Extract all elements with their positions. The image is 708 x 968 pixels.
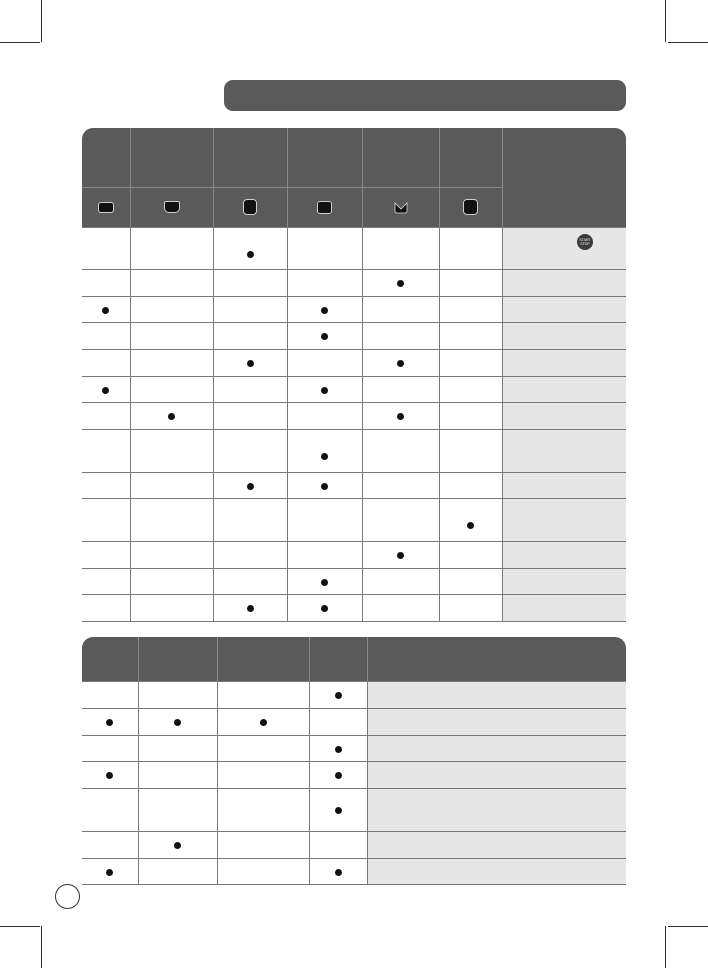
table1-cell <box>213 403 287 430</box>
table1-cell <box>439 542 502 569</box>
table1-cell <box>362 499 439 542</box>
table1-cell <box>213 569 287 595</box>
check-dot-icon <box>467 522 474 529</box>
table1-cell <box>439 473 502 499</box>
table1-cell <box>213 228 287 270</box>
table1-cell <box>130 297 213 323</box>
crop-mark-bottom-left-h <box>0 926 40 927</box>
table1-cell <box>362 403 439 430</box>
table1-cell <box>287 595 362 622</box>
check-dot-icon <box>174 719 181 726</box>
table1-note-cell <box>502 270 626 297</box>
table2-cell <box>217 709 309 736</box>
table1-cell <box>82 350 130 377</box>
table1-row <box>82 297 626 323</box>
check-dot-icon <box>397 552 404 559</box>
table2-cell <box>309 709 367 736</box>
table1-note-cell <box>502 430 626 473</box>
table1-cell <box>82 569 130 595</box>
crop-mark-top-right-h <box>668 42 708 43</box>
table1-cell <box>439 430 502 473</box>
check-dot-icon <box>102 387 109 394</box>
page-number-circle <box>55 884 80 909</box>
table1-note-cell <box>502 323 626 350</box>
table1-cell <box>130 542 213 569</box>
table1-cell <box>130 499 213 542</box>
table1-cell <box>287 297 362 323</box>
table1-cell <box>82 228 130 270</box>
table1-cell <box>130 430 213 473</box>
table1-note-cell <box>502 228 626 270</box>
table1-cell <box>213 430 287 473</box>
table2-cell <box>138 762 217 789</box>
table1-cell <box>130 473 213 499</box>
table2-cell <box>217 789 309 832</box>
table1-cell <box>439 228 502 270</box>
table2-row <box>82 789 626 832</box>
table1-header-separator <box>362 128 363 227</box>
table1-header-separator <box>439 128 440 227</box>
table2-cell <box>82 709 138 736</box>
table1-cell <box>439 403 502 430</box>
table1-cell <box>287 377 362 403</box>
table1-note-cell <box>502 297 626 323</box>
table1-note-cell <box>502 350 626 377</box>
check-dot-icon <box>247 605 254 612</box>
table1-cell <box>213 542 287 569</box>
check-dot-icon <box>106 869 113 876</box>
pan-medium-icon <box>164 201 180 213</box>
table1-cell <box>213 377 287 403</box>
table1-header <box>82 128 626 227</box>
stop-label: STOP <box>580 242 590 246</box>
check-dot-icon <box>260 719 267 726</box>
table1-cell <box>287 403 362 430</box>
table1-cell <box>213 473 287 499</box>
table2-row <box>82 762 626 789</box>
table1-row <box>82 595 626 622</box>
table1-cell <box>82 377 130 403</box>
table2-cell <box>82 832 138 859</box>
pan-small-icon <box>98 202 114 213</box>
section-title-bar <box>224 80 626 111</box>
check-dot-icon <box>106 772 113 779</box>
table2-cell <box>82 736 138 762</box>
table2-note-cell <box>367 709 626 736</box>
table2-row <box>82 682 626 709</box>
table2-cell <box>138 736 217 762</box>
table2-header-separator <box>217 637 218 681</box>
crop-mark-bottom-right-v <box>665 926 666 968</box>
table2-cell <box>309 832 367 859</box>
table1-cell <box>213 350 287 377</box>
table2-header-separator <box>138 637 139 681</box>
table1-cell <box>362 542 439 569</box>
table2-cell <box>82 789 138 832</box>
table1-cell <box>287 542 362 569</box>
table1-row <box>82 377 626 403</box>
table1-row <box>82 569 626 595</box>
table2-note-cell <box>367 736 626 762</box>
table2-row <box>82 736 626 762</box>
table1-cell <box>213 499 287 542</box>
pot-lid-icon <box>463 199 478 215</box>
table2-note-cell <box>367 832 626 859</box>
check-dot-icon <box>321 483 328 490</box>
table2-cell <box>217 762 309 789</box>
check-dot-icon <box>106 719 113 726</box>
table1-cell <box>287 350 362 377</box>
table1-cell <box>82 473 130 499</box>
table1-cell <box>82 595 130 622</box>
table2-row <box>82 709 626 736</box>
table2-cell <box>138 859 217 885</box>
check-dot-icon <box>247 360 254 367</box>
table2 <box>82 681 626 885</box>
table1-cell <box>82 323 130 350</box>
pot-small-icon <box>317 201 332 214</box>
table2-cell <box>309 789 367 832</box>
table1-cell <box>439 595 502 622</box>
table2-cell <box>82 682 138 709</box>
table1-note-cell <box>502 569 626 595</box>
table2-cell <box>217 832 309 859</box>
table1-cell <box>362 430 439 473</box>
table2-header-separator <box>309 637 310 681</box>
table1-cell <box>130 323 213 350</box>
table2-cell <box>217 682 309 709</box>
table2-cell <box>309 762 367 789</box>
table1-cell <box>287 569 362 595</box>
table1-header-separator <box>130 128 131 227</box>
table1-row <box>82 270 626 297</box>
table2-cell <box>217 736 309 762</box>
table1-cell <box>130 350 213 377</box>
check-dot-icon <box>321 579 328 586</box>
check-dot-icon <box>321 605 328 612</box>
table1-cell <box>130 569 213 595</box>
table1-cell <box>130 270 213 297</box>
table1-cell <box>362 270 439 297</box>
table1-cell <box>362 323 439 350</box>
table1-note-cell <box>502 473 626 499</box>
table2-note-cell <box>367 859 626 885</box>
table1-cell <box>130 403 213 430</box>
table1-cell <box>130 595 213 622</box>
check-dot-icon <box>321 307 328 314</box>
table1-cell <box>82 542 130 569</box>
table1-cell <box>213 323 287 350</box>
bowl-v-icon <box>394 201 408 213</box>
table1-header-separator <box>213 128 214 227</box>
table1-cell <box>82 430 130 473</box>
table1-cell <box>82 499 130 542</box>
table1-cell <box>130 377 213 403</box>
table2-row <box>82 832 626 859</box>
table1-cell <box>362 569 439 595</box>
table2-note-cell <box>367 789 626 832</box>
table1-cell <box>439 569 502 595</box>
table2-cell <box>309 736 367 762</box>
table1-cell <box>439 323 502 350</box>
table2-cell <box>138 682 217 709</box>
table1-cell <box>82 403 130 430</box>
table1-note-cell <box>502 542 626 569</box>
table1-cell <box>82 270 130 297</box>
table1-cell <box>213 270 287 297</box>
table1 <box>82 227 626 622</box>
table2-cell <box>309 859 367 885</box>
start-stop-button-icon <box>577 234 593 250</box>
table1-cell <box>362 350 439 377</box>
table1-note-cell <box>502 403 626 430</box>
table2-note-cell <box>367 682 626 709</box>
table1-row <box>82 323 626 350</box>
check-dot-icon <box>335 772 342 779</box>
table1-cell <box>362 377 439 403</box>
check-dot-icon <box>321 387 328 394</box>
table2-cell <box>309 682 367 709</box>
table1-cell <box>439 499 502 542</box>
table2-cell <box>138 832 217 859</box>
check-dot-icon <box>335 807 342 814</box>
table1-note-cell <box>502 595 626 622</box>
table1-row <box>82 499 626 542</box>
crop-mark-top-right-v <box>665 0 666 42</box>
table2-cell <box>82 762 138 789</box>
table2-cell <box>217 859 309 885</box>
check-dot-icon <box>397 360 404 367</box>
check-dot-icon <box>247 483 254 490</box>
table1-cell <box>362 473 439 499</box>
crop-mark-top-left-v <box>41 0 42 42</box>
pot-tall-icon <box>243 199 257 215</box>
check-dot-icon <box>397 280 404 287</box>
crop-mark-bottom-right-h <box>668 926 708 927</box>
table1-cell <box>439 297 502 323</box>
table1-note-cell <box>502 499 626 542</box>
table1-header-separator <box>287 128 288 227</box>
table1-cell <box>362 297 439 323</box>
table1-cell <box>287 430 362 473</box>
table1-cell <box>213 595 287 622</box>
table1-cell <box>287 473 362 499</box>
check-dot-icon <box>397 413 404 420</box>
check-dot-icon <box>335 746 342 753</box>
table1-row <box>82 403 626 430</box>
table1-row <box>82 430 626 473</box>
crop-mark-top-left-h <box>0 42 40 43</box>
check-dot-icon <box>102 307 109 314</box>
check-dot-icon <box>335 869 342 876</box>
table1-header-separator <box>502 128 503 227</box>
check-dot-icon <box>247 251 254 258</box>
table1-row <box>82 473 626 499</box>
table1-row <box>82 350 626 377</box>
check-dot-icon <box>321 333 328 340</box>
table1-cell <box>439 350 502 377</box>
table2-cell <box>138 709 217 736</box>
table1-note-cell <box>502 377 626 403</box>
table1-row <box>82 228 626 270</box>
table1-cell <box>213 297 287 323</box>
check-dot-icon <box>174 842 181 849</box>
table2-header-separator <box>367 637 368 681</box>
table2-cell <box>82 859 138 885</box>
table2-row <box>82 859 626 885</box>
table1-cell <box>439 270 502 297</box>
table1-header-divider <box>82 187 502 188</box>
table1-row <box>82 542 626 569</box>
table2-note-cell <box>367 762 626 789</box>
table1-cell <box>82 297 130 323</box>
table1-cell <box>287 270 362 297</box>
table2-header <box>82 637 626 681</box>
table1-cell <box>362 228 439 270</box>
check-dot-icon <box>321 453 328 460</box>
table1-cell <box>287 228 362 270</box>
table2-cell <box>138 789 217 832</box>
crop-mark-bottom-left-v <box>41 926 42 968</box>
table1-cell <box>287 499 362 542</box>
table1-cell <box>287 323 362 350</box>
check-dot-icon <box>168 413 175 420</box>
table1-cell <box>362 595 439 622</box>
start-label: START <box>579 238 591 242</box>
table1-cell <box>439 377 502 403</box>
check-dot-icon <box>335 692 342 699</box>
table1-cell <box>130 228 213 270</box>
